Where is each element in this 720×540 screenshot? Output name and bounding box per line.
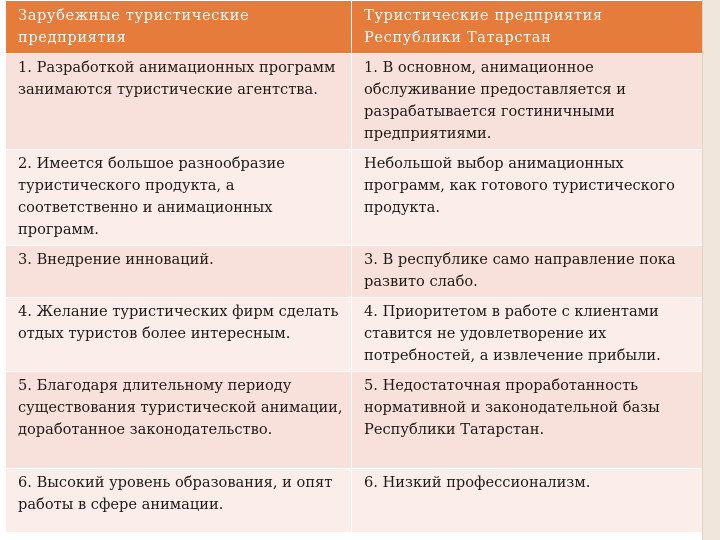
cell-foreign: 4. Желание туристических фирм сделать отдых туристов более интересным. [6, 298, 352, 372]
table-row [6, 246, 703, 298]
cell-tatarstan: 1. В основном, анимационное обслуживание предоставляется и разрабатывается гостиничными предприятиями. [352, 54, 703, 150]
table-header-row [6, 1, 703, 54]
cell-foreign: 5. Благодаря длительному периоду существования туристической анимации, доработанное законодательство. [6, 372, 352, 469]
cell-tatarstan: 3. В республике само направление пока развито слабо. [352, 246, 703, 298]
cell-foreign: 6. Высокий уровень образования, и опят работы в сфере анимации. [6, 469, 352, 533]
comparison-table [5, 0, 703, 533]
table-row [6, 54, 703, 150]
cell-tatarstan: 6. Низкий профессионализм. [352, 469, 703, 533]
slide-edge-strip [702, 0, 720, 540]
cell-tatarstan: 5. Недостаточная проработанность нормативной и законодательной базы Республики Татарстан. [352, 372, 703, 469]
cell-foreign: 2. Имеется большое разнообразие туристического продукта, а соответственно и анимационных программ. [6, 150, 352, 246]
table-row [6, 372, 703, 469]
cell-tatarstan: Небольшой выбор анимационных программ, как готового туристического продукта. [352, 150, 703, 246]
header-foreign: Зарубежные туристические предприятия [6, 1, 352, 54]
table-row [6, 298, 703, 372]
cell-foreign: 3. Внедрение инноваций. [6, 246, 352, 298]
header-tatarstan: Туристические предприятия Республики Татарстан [352, 1, 703, 54]
table-row [6, 469, 703, 533]
cell-foreign: 1. Разработкой анимационных программ занимаются туристические агентства. [6, 54, 352, 150]
cell-tatarstan: 4. Приоритетом в работе с клиентами ставится не удовлетворение их потребностей, а извлечение прибыли. [352, 298, 703, 372]
table-row [6, 150, 703, 246]
